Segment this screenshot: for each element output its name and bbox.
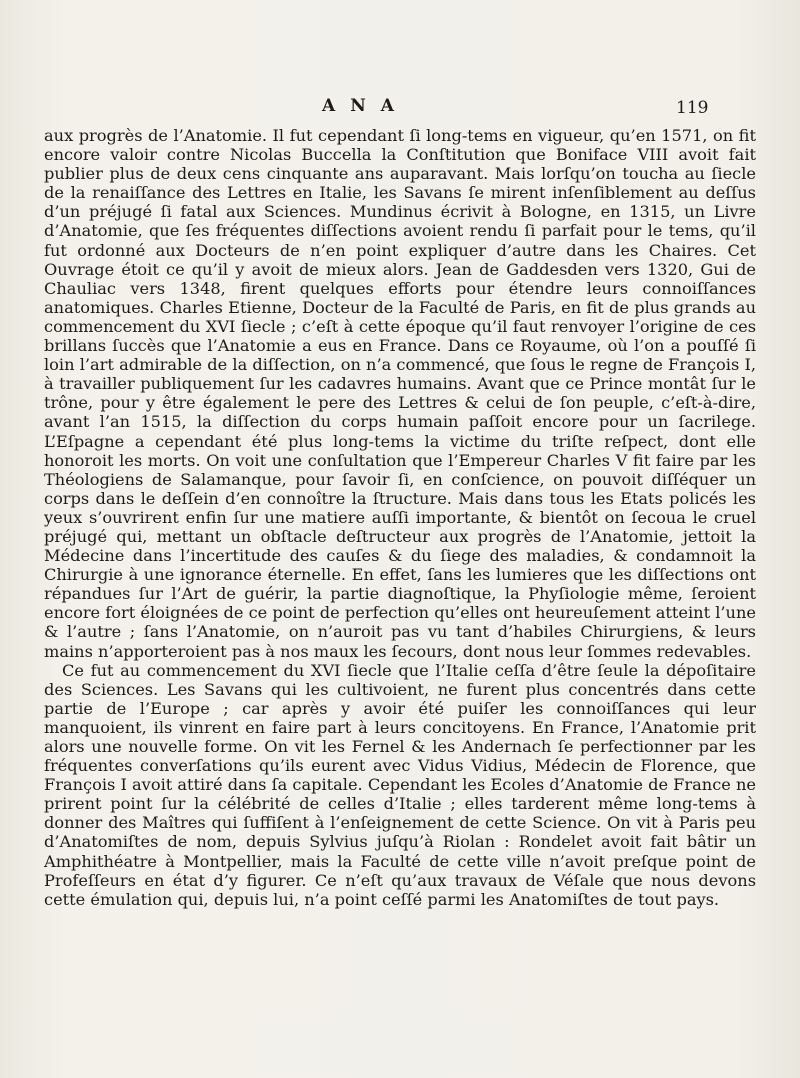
paragraph-2: Ce fut au commencement du XVI ſiecle que l’Italie ceſſa d’être ſeule la dépoſitaire des Sciences. Les Savans qui les cultivoient, ne furent plus concentrés dans cette partie de l’Europe ; car après y avoir été puiſer les connoiſſances qui leur manquoient, ils vinrent en faire part à leurs concitoyens. En France, l’Anatomie prit alors une nouvelle forme. On vit les Fernel & les Andernach ſe perfectionner par les fréquentes converſations qu’ils eurent avec Vidus Vidius, Médecin de Florence, que François I avoit attiré dans ſa capitale. Cependant les Ecoles d’Anatomie de France ne prirent point ſur la célébrité de celles d’Italie ; elles tarderent même long-tems à donner des Maîtres qui ſuffiſent à l’enſeignement de cette Science. On vit à Paris peu d’Anatomiſtes de nom, depuis Sylvius juſqu’à Riolan : Rondelet avoit fait bâtir un Amphithéatre à Montpellier, mais la Faculté de cette ville n’avoit preſque point de Profeſſeurs en état d’y figurer. Ce n’eſt qu’aux travaux de Véſale que nous devons cette émulation qui, depuis lui, n’a point ceſſé parmi les Anatomiſtes de tout pays. — [44, 660, 757, 909]
page-header — [0, 96, 800, 118]
running-head: ANA — [322, 96, 409, 116]
paragraph-1: aux progrès de l’Anatomie. Il fut cependant ſi long-tems en vigueur, qu’en 1571, on fit encore valoir contre Nicolas Buccella la Conſtitution que Boniface VIII avoit fait publier plus de deux cens cinquante ans auparavant. Mais lorſqu’on toucha au ſiecle de la renaiſſance des Lettres en Italie, les Savans ſe mirent inſenſiblement au deſſus d’un préjugé ſi fatal aux Sciences. Mundinus écrivit à Bologne, en 1315, un Livre d’Anatomie, que ſes fréquentes diſſections avoient rendu ſi parfait pour le tems, qu’il fut ordonné aux Docteurs de n’en point expliquer d’autre dans les Chaires. Cet Ouvrage étoit ce qu’il y avoit de mieux alors. Jean de Gaddesden vers 1320, Gui de Chauliac vers 1348, firent quelques efforts pour étendre leurs connoiſſances anatomiques. Charles Etienne, Docteur de la Faculté de Paris, en fit de plus grands au commencement du XVI ſiecle ; c’eſt à cette époque qu’il faut renvoyer l’origine de ces brillans ſuccès que l’Anatomie a eus en France. Dans ce Royaume, où l’on a pouſſé ſi loin l’art admirable de la diſſection, on n’a commencé, que ſous le regne de François I, à travailler publiquement ſur les cadavres humains. Avant que ce Prince montât ſur le trône, pour y être également le pere des Lettres & celui de ſon peuple, c’eſt-à-dire, avant l’an 1515, la diſſection du corps humain paſſoit encore pour un ſacrilege. L’Eſpagne a cependant été plus long-tems la victime du triſte reſpect, dont elle honoroit les morts. On voit une conſultation que l’Empereur Charles V fit faire par les Théologiens de Salamanque, pour ſavoir ſi, en conſcience, on pouvoit diſſéquer un corps dans le deſſein d’en connoître la ſtructure. Mais dans tous les Etats policés les yeux s’ouvrirent enfin ſur une matiere auſſi importante, & bientôt on ſecoua le cruel préjugé qui, mettant un obſtacle deſtructeur aux progrès de l’Anatomie, jettoit la Médecine dans l’incertitude des cauſes & du ſiege des maladies, & condamnoit la Chirurgie à une ignorance éternelle. En effet, ſans les lumieres que les diſſections ont répandues ſur l’Art de guérir, la partie diagnoſtique, la Phyſiologie même, ſeroient encore fort éloignées de ce point de perfection qu’elles ont heureuſement atteint l’une & l’autre ; ſans l’Anatomie, on n’auroit pas vu tant d’habiles Chirurgiens, & leurs mains n’apporteroient pas à nos maux les ſecours, dont nous leur ſommes redevables. — [44, 126, 756, 661]
page-body — [44, 126, 756, 909]
page-number: 119 — [676, 98, 709, 118]
